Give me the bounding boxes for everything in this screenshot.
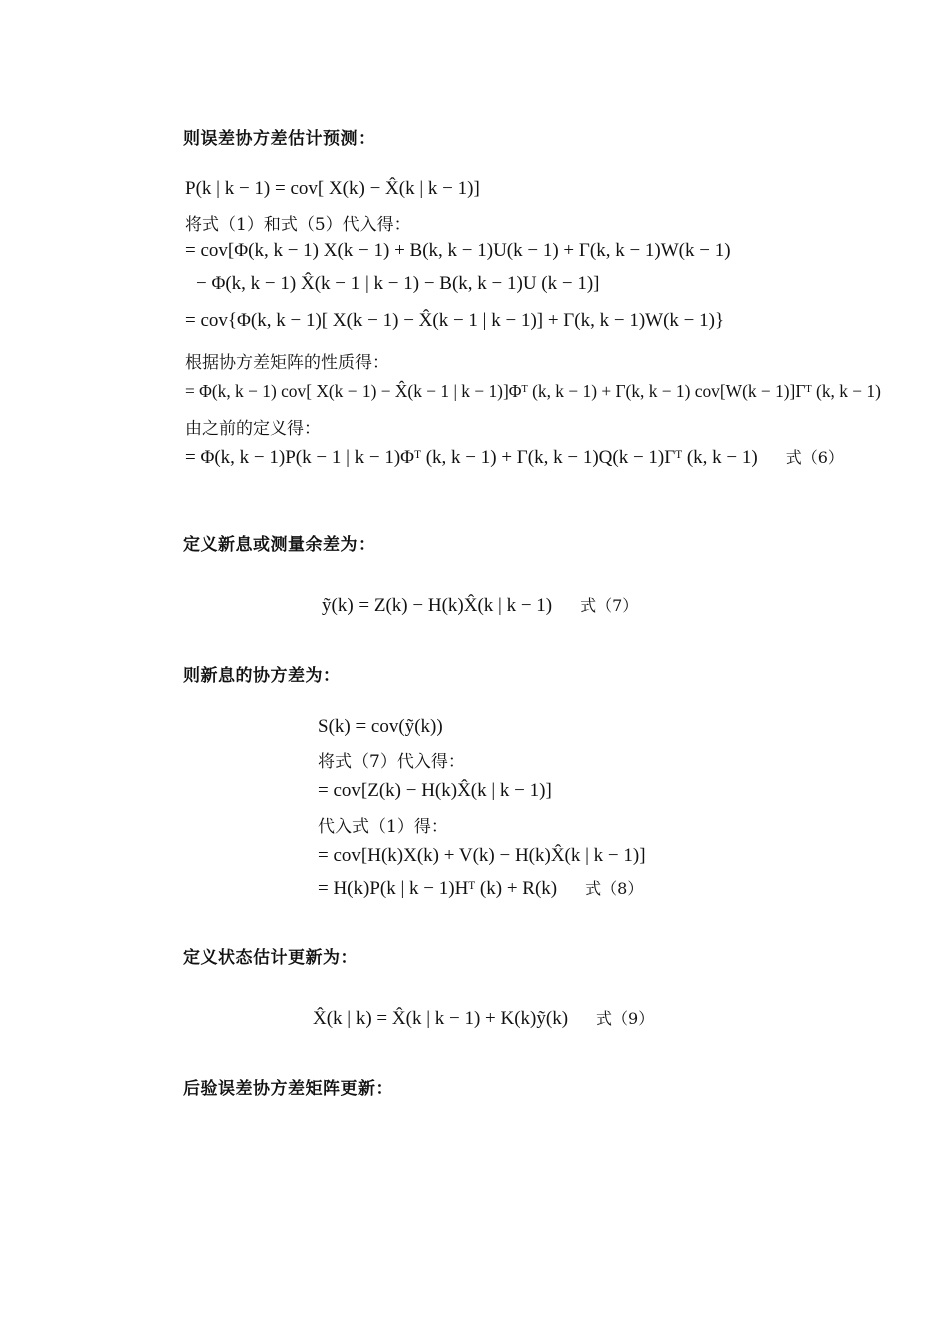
- equation-7-body: ỹ(k) = Z(k) − H(k)X̂(k | k − 1): [322, 595, 553, 616]
- equation-line-2: = cov[Φ(k, k − 1) X(k − 1) + B(k, k − 1)U(k − 1) + Γ(k, k − 1)W(k − 1): [185, 240, 731, 261]
- equation-9-body: X̂(k | k) = X̂(k | k − 1) + K(k)ỹ(k): [313, 1008, 569, 1029]
- equation-line-3: − Φ(k, k − 1) X̂(k − 1 | k − 1) − B(k, k − 1)U (k − 1)]: [196, 273, 600, 294]
- equation-line-8b: = cov[Z(k) − H(k)X̂(k | k − 1)]: [318, 780, 552, 801]
- section-heading-error-cov-prediction: 则误差协方差估计预测：: [183, 129, 376, 149]
- equation-tag-8: 式（8）: [585, 879, 644, 898]
- equation-line-8a: S(k) = cov(ỹ(k)): [318, 716, 443, 737]
- section-heading-posterior-cov: 后验误差协方差矩阵更新：: [183, 1079, 393, 1099]
- equation-line-1: P(k | k − 1) = cov[ X(k) − X̂(k | k − 1)]: [185, 178, 480, 199]
- equation-8-body: = H(k)P(k | k − 1)Hᵀ (k) + R(k): [318, 878, 558, 899]
- section-heading-innovation-cov: 则新息的协方差为：: [183, 666, 341, 686]
- equation-line-5: = Φ(k, k − 1) cov[ X(k − 1) − X̂(k − 1 | k − 1)]Φᵀ (k, k − 1) + Γ(k, k − 1) cov[W(k − 1)]Γᵀ (k, k − 1): [185, 381, 881, 401]
- text-line-prior-definition: 由之前的定义得：: [185, 419, 321, 439]
- equation-tag-9: 式（9）: [596, 1009, 655, 1028]
- equation-tag-7: 式（7）: [580, 596, 639, 615]
- equation-line-4: = cov{Φ(k, k − 1)[ X(k − 1) − X̂(k − 1 | k − 1)] + Γ(k, k − 1)W(k − 1)}: [185, 310, 725, 331]
- section-heading-state-update: 定义状态估计更新为：: [183, 948, 358, 968]
- equation-line-8c: = cov[H(k)X(k) + V(k) − H(k)X̂(k | k − 1)]: [318, 845, 646, 866]
- equation-line-6: [185, 445, 844, 469]
- equation-tag-6: 式（6）: [785, 448, 844, 467]
- equation-line-9: [313, 1006, 654, 1030]
- equation-line-7: [322, 593, 638, 617]
- text-line-substitute-1-5: 将式（1）和式（5）代入得：: [185, 215, 411, 235]
- text-line-substitute-1: 代入式（1）得：: [318, 817, 448, 837]
- section-heading-innovation: 定义新息或测量余差为：: [183, 535, 376, 555]
- equation-line-8d: [318, 876, 643, 900]
- text-line-substitute-7: 将式（7）代入得：: [318, 752, 465, 772]
- text-line-cov-property: 根据协方差矩阵的性质得：: [185, 353, 389, 373]
- equation-6-body: = Φ(k, k − 1)P(k − 1 | k − 1)Φᵀ (k, k − 1) + Γ(k, k − 1)Q(k − 1)Γᵀ (k, k − 1): [185, 447, 758, 468]
